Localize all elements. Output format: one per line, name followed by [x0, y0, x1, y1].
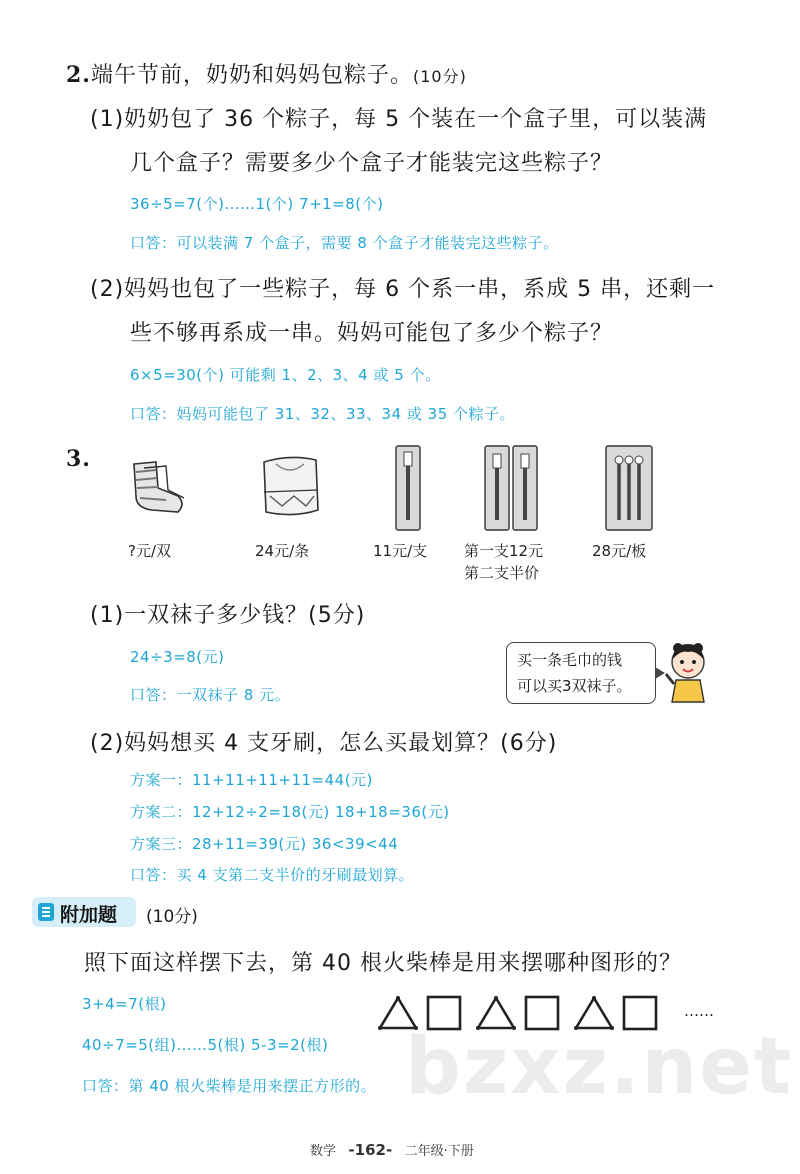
watermark: bzxz.net — [405, 1022, 794, 1112]
item-label-towel: 24元/条 — [255, 542, 310, 560]
q2-part2-answer2: 口答：妈妈可能包了 31、32、33、34 或 35 个粽子。 — [130, 405, 516, 423]
bonus-answer2: 40÷7=5(组)……5(根) 5-3=2(根) — [82, 1036, 329, 1054]
q2-part1-answer1: 36÷5=7(个)……1(个) 7+1=8(个) — [130, 195, 384, 213]
list-icon — [38, 903, 54, 921]
q2-part2-line1: (2)妈妈也包了一些粽子，每 6 个系一串，系成 5 串，还剩一 — [90, 277, 716, 302]
q3-part2: (2)妈妈想买 4 支牙刷，怎么买最划算？(6分) — [90, 731, 558, 756]
item-label-pair-line2: 第二支半价 — [464, 564, 540, 582]
q3-number: 3. — [66, 446, 91, 472]
q2-part2-line2: 些不够再系成一串。妈妈可能包了多少个粽子？ — [130, 321, 614, 346]
q3-part1: (1)一双袜子多少钱？(5分) — [90, 603, 366, 628]
pattern-ellipsis: …… — [684, 1002, 714, 1020]
q3-part1-answer1: 24÷3=8(元) — [130, 648, 225, 666]
q3-part2-answer2: 方案二：12+12÷2=18(元) 18+18=36(元) — [130, 803, 450, 821]
q2-title-text: 端午节前，奶奶和妈妈包粽子。 — [90, 63, 413, 88]
q3-part1-answer2: 口答：一双袜子 8 元。 — [130, 686, 291, 704]
speech-bubble-line1: 买一条毛巾的钱 — [517, 651, 623, 669]
speech-bubble — [506, 642, 656, 704]
bonus-badge — [32, 897, 136, 927]
q2-part1-line2: 几个盒子？需要多少个盒子才能装完这些粽子？ — [130, 151, 614, 176]
bonus-badge-label: 附加题 — [60, 904, 118, 926]
bonus-answer3: 口答：第 40 根火柴棒是用来摆正方形的。 — [82, 1077, 377, 1095]
q2-score: (10分) — [412, 67, 467, 86]
item-label-toothbrush: 11元/支 — [373, 542, 428, 560]
footer-grade: 二年级·下册 — [404, 1144, 474, 1159]
page-number: -162- — [348, 1141, 393, 1159]
footer-subject: 数学 — [310, 1144, 337, 1159]
q3-part2-answer3: 方案三：28+11=39(元) 36<39<44 — [130, 835, 399, 853]
q2-part2-answer1: 6×5=30(个) 可能剩 1、2、3、4 或 5 个。 — [130, 366, 441, 384]
bonus-score: (10分) — [146, 907, 198, 927]
page-footer — [310, 1140, 474, 1159]
q2-part1-line1: (1)奶奶包了 36 个粽子，每 5 个装在一个盒子里，可以装满 — [90, 107, 708, 132]
item-label-pack: 28元/板 — [592, 542, 647, 560]
girl-character-icon — [664, 640, 712, 706]
toothbrush-icon — [394, 444, 424, 534]
bonus-answer1: 3+4=7(根) — [82, 995, 167, 1013]
speech-bubble-line2: 可以买3双袜子。 — [517, 677, 632, 695]
item-label-socks: ?元/双 — [128, 542, 172, 560]
q2-number: 2. — [66, 62, 91, 88]
q3-part2-answer1: 方案一：11+11+11+11=44(元) — [130, 771, 373, 789]
towel-icon — [254, 452, 330, 524]
item-label-pair-line1: 第一支12元 — [464, 542, 544, 560]
toothbrush-pair-icon — [483, 444, 539, 534]
q2-part1-answer2: 口答：可以装满 7 个盒子，需要 8 个盒子才能装完这些粽子。 — [130, 234, 559, 252]
socks-icon — [126, 458, 190, 518]
q2-title — [66, 58, 467, 89]
bonus-question: 照下面这样摆下去，第 40 根火柴棒是用来摆哪种图形的？ — [84, 951, 682, 976]
toothbrush-pack-icon — [604, 444, 654, 534]
q3-part2-answer4: 口答：买 4 支第二支半价的牙刷最划算。 — [130, 866, 415, 884]
